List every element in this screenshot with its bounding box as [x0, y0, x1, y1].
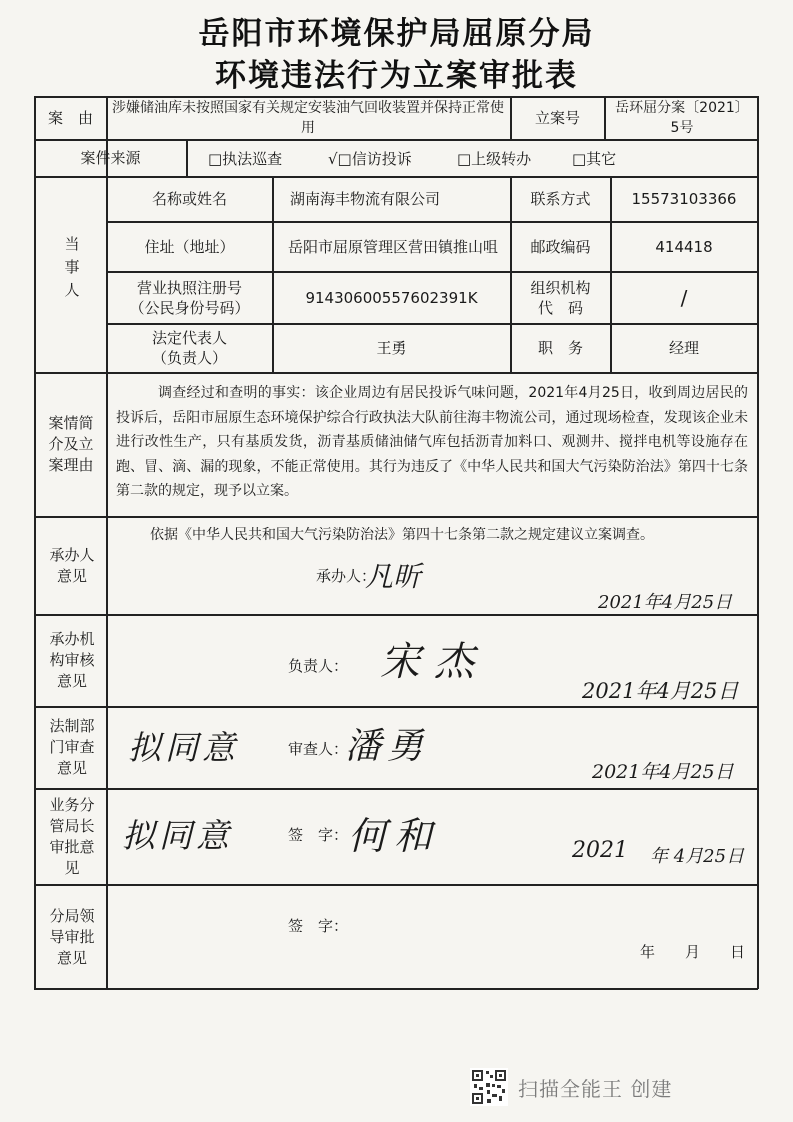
leader-date-template: 年 月 日: [640, 943, 746, 961]
deputy-opinion: 拟同意: [122, 816, 233, 855]
name-value: 湖南海丰物流有限公司: [290, 190, 441, 208]
handler-date: 2021年4月25日: [598, 592, 733, 613]
case-no-label: 立案号: [534, 109, 580, 127]
agency-date: 2021年4月25日: [582, 679, 739, 703]
handler-label: 承办人意见: [49, 545, 95, 585]
agency-label: 承办机构审核意见: [49, 630, 95, 690]
org-code-label: 组织机构 代 码: [530, 279, 591, 317]
deputy-date-rest: 年 4月25日: [650, 846, 745, 867]
registration-value: 91430600557602391K: [305, 288, 478, 307]
legal-signature: 潘勇: [345, 726, 430, 767]
case-text: 涉嫌储油库未按照国家有关规定安装油气回收装置并保持正常使用: [112, 100, 504, 136]
handler-sign-label: 承办人：: [316, 567, 377, 585]
address-label: 住址（地址）: [144, 237, 235, 256]
document-title: 岳阳市环境保护局屈原分局: [198, 16, 595, 52]
postal-value: 414418: [655, 237, 713, 256]
registration-label: 营业执照注册号 （公民身份号码）: [129, 279, 250, 317]
representative-value: 王勇: [376, 339, 407, 357]
source-option-other[interactable]: □其它: [572, 150, 617, 168]
deputy-date-year: 2021: [572, 838, 628, 863]
leader-label: 分局领导审批意见: [49, 907, 95, 967]
qr-code-icon: [470, 1068, 508, 1106]
position-label: 职 务: [537, 339, 583, 357]
source-label: 案件来源: [80, 149, 141, 167]
leader-sign-label: 签 字：: [288, 917, 349, 935]
deputy-sign-label: 签 字：: [288, 826, 349, 844]
source-option-complaint[interactable]: √□信访投诉: [328, 150, 412, 168]
legal-date: 2021年4月25日: [592, 761, 734, 783]
source-option-referral[interactable]: □上级转办: [457, 150, 532, 168]
postal-label: 邮政编码: [530, 237, 591, 256]
summary-text: 调查经过和查明的事实：该企业周边有居民投诉气味问题，2021年4月25日，收到周边居民的投诉后，岳阳市屈原生态环境保护综合行政执法大队前往海丰物流公司，通过现场检查，发现该企业未进行改性生产，只有基质发货，沥青基质储油储气库包括沥青加料口、观测井、搅拌电机等设施存在跑、冒、滴、漏的现象，不能正常使用。其行为违反了《中华人民共和国大气污染防治法》第四十七条第二款的规定，现予以立案。: [116, 385, 748, 499]
source-option-patrol[interactable]: □执法巡查: [208, 150, 283, 168]
representative-label: 法定代表人 （负责人）: [151, 329, 227, 367]
summary-label: 案情简介及立案理由: [48, 414, 94, 474]
name-label: 名称或姓名: [151, 190, 227, 208]
address-value: 岳阳市屈原管理区营田镇推山咀: [288, 237, 499, 256]
party-side-label: 当事人: [62, 235, 81, 305]
case-label: 案 由: [47, 109, 93, 127]
org-code-value: /: [680, 285, 688, 310]
scanner-watermark-text: 扫描全能王 创建: [518, 1076, 673, 1101]
document-subtitle: 环境违法行为立案审批表: [215, 58, 578, 94]
legal-label: 法制部门审查意见: [49, 717, 95, 777]
scanner-watermark: [470, 1068, 672, 1106]
agency-signature: 宋杰: [380, 639, 488, 685]
agency-sign-label: 负责人：: [288, 657, 349, 675]
handler-opinion: 依据《中华人民共和国大气污染防治法》第四十七条第二款之规定建议立案调查。: [150, 527, 654, 543]
contact-label: 联系方式: [530, 190, 591, 208]
legal-sign-label: 审查人：: [288, 740, 349, 758]
case-no-value: 岳环屈分案〔2021〕5号: [615, 100, 749, 136]
handler-signature: 凡昕: [365, 560, 422, 593]
contact-value: 15573103366: [631, 190, 737, 208]
deputy-signature: 何和: [348, 814, 441, 858]
position-value: 经理: [668, 339, 699, 357]
deputy-label: 业务分管局长审批意见: [49, 795, 95, 877]
legal-opinion: 拟同意: [128, 728, 239, 767]
